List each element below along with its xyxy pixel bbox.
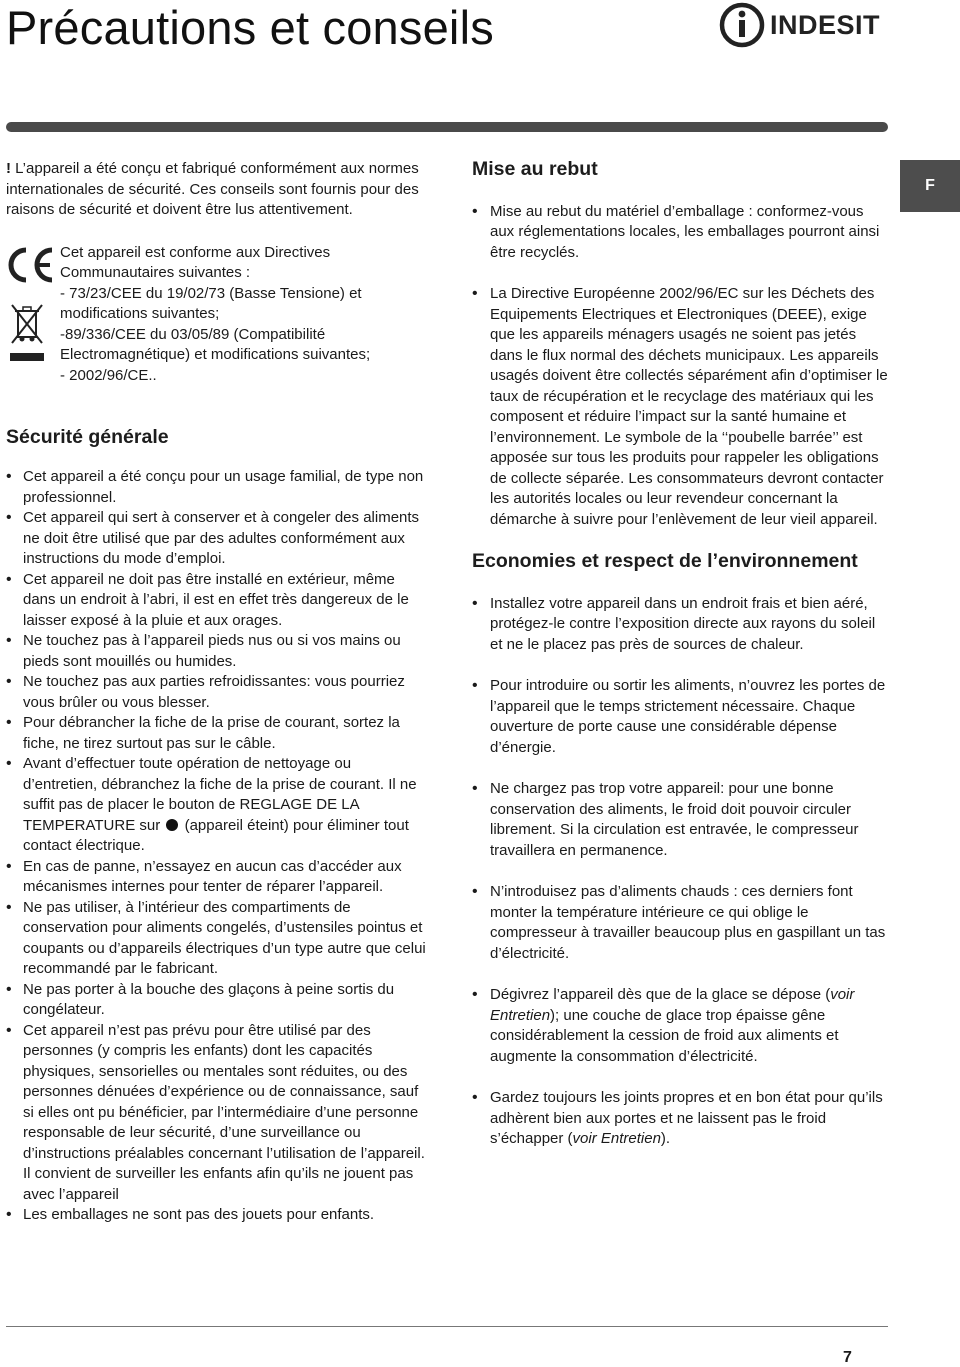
list-item: • Ne touchez pas à l’appareil pieds nus ou si vos mains ou pieds sont mouillés ou humides. — [6, 631, 426, 672]
list-item: • Pour débrancher la fiche de la prise de courant, sortez la fiche, ne tirez surtout pas sur le câble. — [6, 713, 426, 754]
defrost-text-before: Dégivrez l’appareil dès que de la glace se dépose ( — [490, 986, 831, 1003]
safety-list — [6, 467, 426, 1226]
defrost-text-after: ); une couche de glace trop épaisse gêne considérablement la cession de froid aux aliments et augmente la consommation d’électricité. — [490, 1006, 839, 1065]
compliance-block — [6, 243, 426, 391]
unplug-text-before: Avant d’effectuer toute opération de nettoyage ou d’entretien, débranchez la fiche de la prise de courant. Il ne suffit pas de placer le bouton de REGLAGE DE LA TEMPERATURE sur — [23, 755, 417, 834]
list-item: • Ne touchez pas aux parties refroidissantes: vous pourriez vous brûler ou vous blesser. — [6, 672, 426, 713]
list-item — [6, 754, 426, 857]
compliance-line: - 73/23/CEE du 19/02/73 (Basse Tensione) et modifications suivantes; — [60, 284, 362, 322]
right-column — [472, 159, 888, 1171]
maintenance-reference: voir Entretien — [572, 1130, 661, 1147]
list-item: • Pour introduire ou sortir les aliments, n’ouvrez les portes de l’appareil que le temps strictement nécessaire. Chaque ouverture de porte cause une considérable dépense d’énergie. — [472, 676, 888, 758]
compliance-line: Cet appareil est conforme aux Directives Communautaires suivantes : — [60, 243, 331, 281]
list-item: • Mise au rebut du matériel d’emballage : conformez-vous aux réglementations locales, les emballages pourront ainsi être recyclés. — [472, 202, 888, 264]
safety-heading: Sécurité générale — [6, 425, 169, 448]
eco-list — [472, 594, 888, 1150]
list-item: • En cas de panne, n’essayez en aucun cas d’accéder aux mécanismes internes pour tenter de réparer l’appareil. — [6, 857, 426, 898]
list-item: • Ne pas utiliser, à l’intérieur des compartiments de conservation pour aliments congelés, d’ustensiles pointus et coupants ou d’appareils électriques d’un type autre que celui recommandé par le fabricant. — [6, 898, 426, 980]
list-item: • Ne pas porter à la bouche des glaçons à peine sortis du congélateur. — [6, 980, 426, 1021]
list-item: • Cet appareil ne doit pas être installé en extérieur, même dans un endroit à l’abri, il est en effet très dangereux de le laisser exposé à la pluie et aux orages. — [6, 570, 426, 632]
eco-heading: Economies et respect de l’environnement — [472, 550, 858, 572]
bin-underline — [10, 353, 44, 361]
seals-text-before: Gardez toujours les joints propres et en bon état pour qu’ils adhèrent bien aux portes et ne laissent pas le froid s’échapper ( — [490, 1089, 883, 1147]
crossed-bin-icon — [10, 301, 44, 345]
list-item: • Les emballages ne sont pas des jouets pour enfants. — [6, 1205, 426, 1226]
list-item: • Cet appareil a été conçu pour un usage familial, de type non professionnel. — [6, 467, 426, 508]
brand-logo-icon — [718, 2, 768, 48]
list-item: • Installez votre appareil dans un endroit frais et bien aéré, protégez-le contre l’exposition directe aux rayons du soleil et ne le placez pas près de sources de chaleur. — [472, 594, 888, 656]
list-item: • Cet appareil n’est pas prévu pour être utilisé par des personnes (y compris les enfants) dont les capacités physiques, sensorielles ou mentales sont réduites, ou des personnes dénuées d’expérience ou de connaissance, sauf si elles ont pu bénéficier, par l’intermédiaire d’une personne responsable de leur sécurité, d’une surveillance ou d’instructions préalables concernant l’utilisation de l’appareil. Il convient de surveiller les enfants afin qu’ils ne jouent pas avec l’appareil — [6, 1021, 426, 1206]
unplug-text-after: (appareil éteint) pour éliminer tout contact électrique. — [23, 816, 409, 854]
list-item: • Cet appareil qui sert à conserver et à congeler des aliments ne doit être utilisé que par des adultes conformément aux instructions du mode d’emploi. — [6, 508, 426, 570]
compliance-line: - 2002/96/CE.. — [60, 366, 157, 384]
page-title: Précautions et conseils — [6, 1, 494, 54]
list-item — [472, 1088, 888, 1150]
footer-rule — [6, 1326, 888, 1327]
left-column — [6, 159, 426, 1226]
compliance-line: -89/336/CEE du 03/05/89 (Compatibilité Electromagnétique) et modifications suivantes; — [60, 325, 371, 363]
list-item: • N’introduisez pas d’aliments chauds : ces derniers font monter la température intérieure ce qui oblige le compresseur à travailler beaucoup plus en gaspillant un tas d’électricité. — [472, 882, 888, 964]
intro-text: L’appareil a été conçu et fabriqué conformément aux normes internationales de sécurité. Ces conseils sont fournis pour des raisons de sécurité et doivent être lus attentivement. — [6, 160, 419, 218]
brand-name: INDESIT — [770, 10, 881, 40]
seals-text-after: ). — [660, 1130, 671, 1147]
language-tab: F — [900, 160, 960, 212]
list-item — [472, 985, 888, 1067]
disposal-list — [472, 202, 888, 531]
compliance-text — [60, 243, 430, 387]
list-item: • Ne chargez pas trop votre appareil: pour une bonne conservation des aliments, le froid doit pouvoir circuler librement. Si la circulation est entravée, le compresseur travaillera en permanence. — [472, 779, 888, 861]
intro-paragraph — [6, 159, 426, 221]
ce-mark-icon — [6, 245, 56, 285]
header-rule — [6, 122, 888, 132]
page-number: 7 — [843, 1349, 852, 1366]
warning-mark: ! — [6, 160, 11, 177]
brand-logo — [718, 2, 888, 48]
list-item: • La Directive Européenne 2002/96/EC sur les Déchets des Equipements Electriques et Electroniques (DEEE), exige que les appareils ménagers usagés ne soient pas jetés dans le flux normal des déchets municipaux. Les appareils usagés doivent être collectés séparément afin d’optimiser le taux de récupération et le recyclage des matériaux qui les composent et réduire l’impact sur la santé humaine et l’environnement. Le symbole de la ‘‘poubelle barrée’’ est apposée sur tous les produits pour rappeler les obligations de collecte séparée. Les consommateurs devront contacter les autorités locales ou leur revendeur concernant la démarche à suivre pour l’enlèvement de leur vieil appareil. — [472, 284, 888, 530]
disposal-heading: Mise au rebut — [472, 158, 598, 180]
maintenance-reference: voir Entretien — [490, 986, 855, 1024]
off-position-icon — [166, 819, 178, 831]
